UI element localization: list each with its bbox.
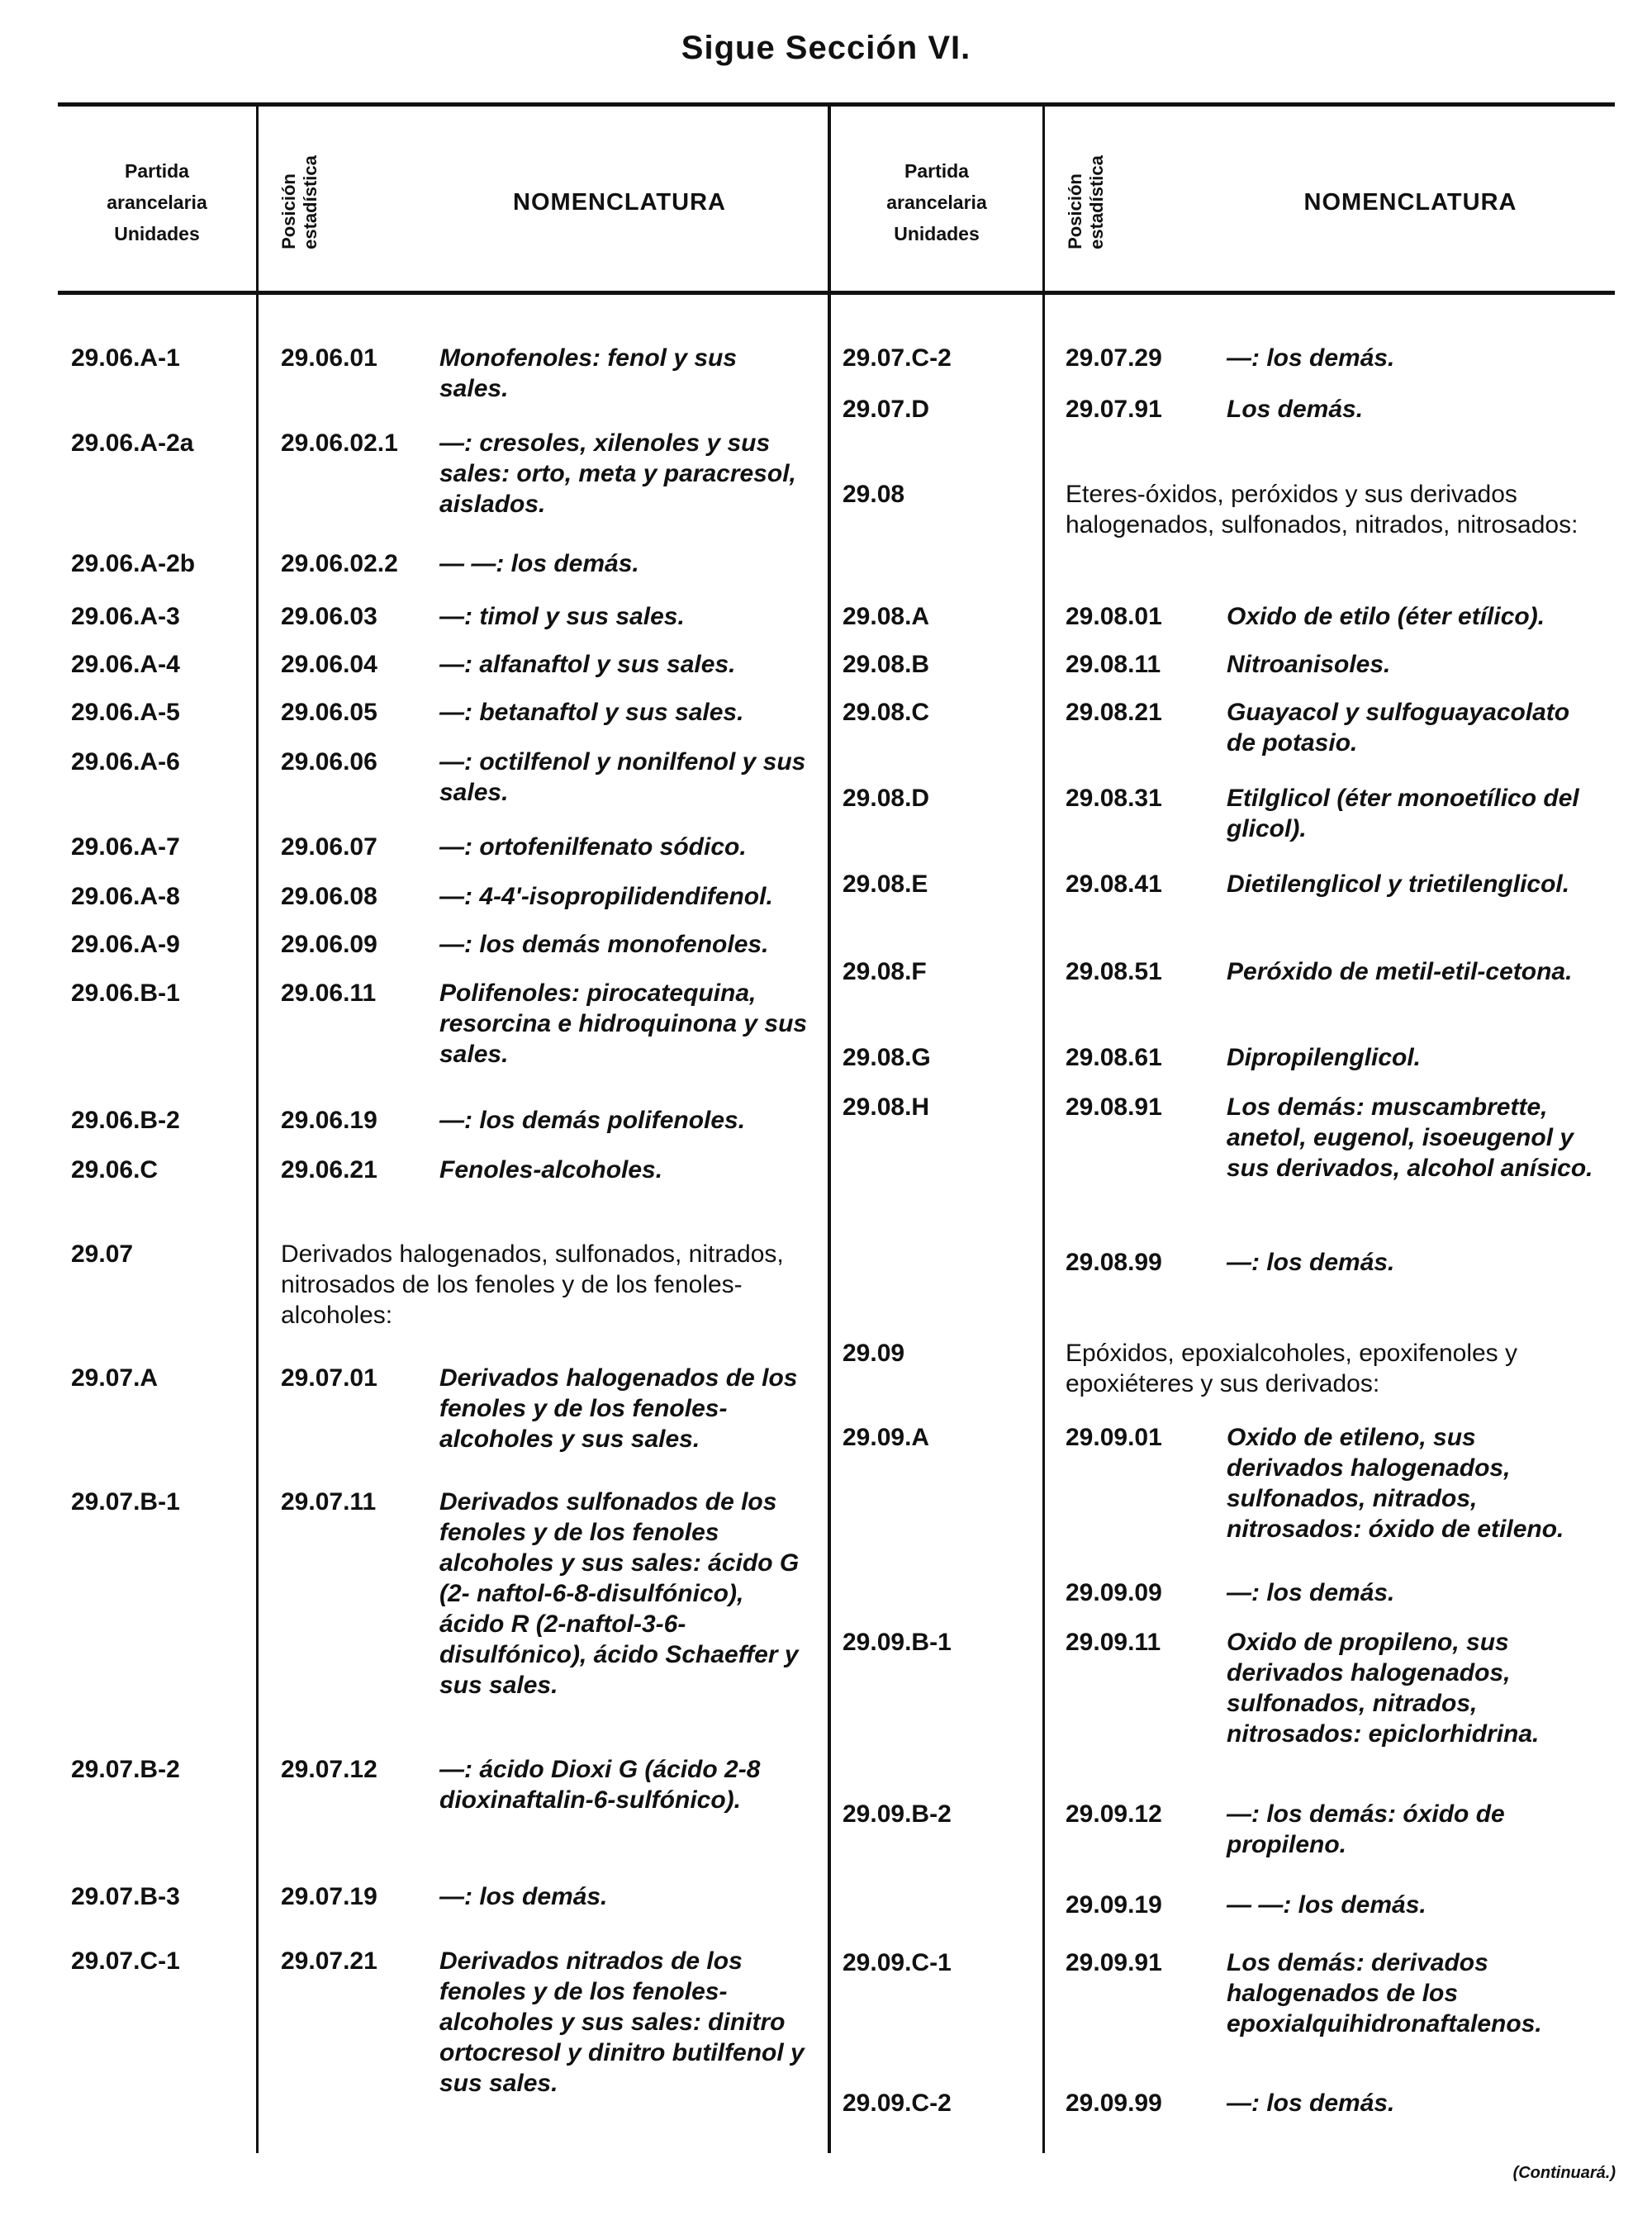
- header-nomenclatura-right: NOMENCLATURA: [1303, 188, 1517, 216]
- divider-left-partida: [256, 105, 259, 2153]
- header-bottom-rule: [58, 291, 1615, 295]
- divider-center: [828, 105, 831, 2153]
- divider-right-partida: [1042, 105, 1045, 2153]
- header-posicion-right: Posición estadística: [1065, 155, 1108, 249]
- top-rule: [58, 102, 1615, 107]
- page-title: Sigue Sección VI.: [681, 30, 971, 66]
- header-partida-left: Partida arancelaria Unidades: [107, 160, 207, 244]
- header-posicion-left: Posición estadística: [278, 155, 321, 249]
- header-nomenclatura-left: NOMENCLATURA: [513, 188, 726, 216]
- continuation-note: (Continuará.): [1512, 2164, 1616, 2182]
- header-partida-right: Partida arancelaria Unidades: [886, 160, 987, 244]
